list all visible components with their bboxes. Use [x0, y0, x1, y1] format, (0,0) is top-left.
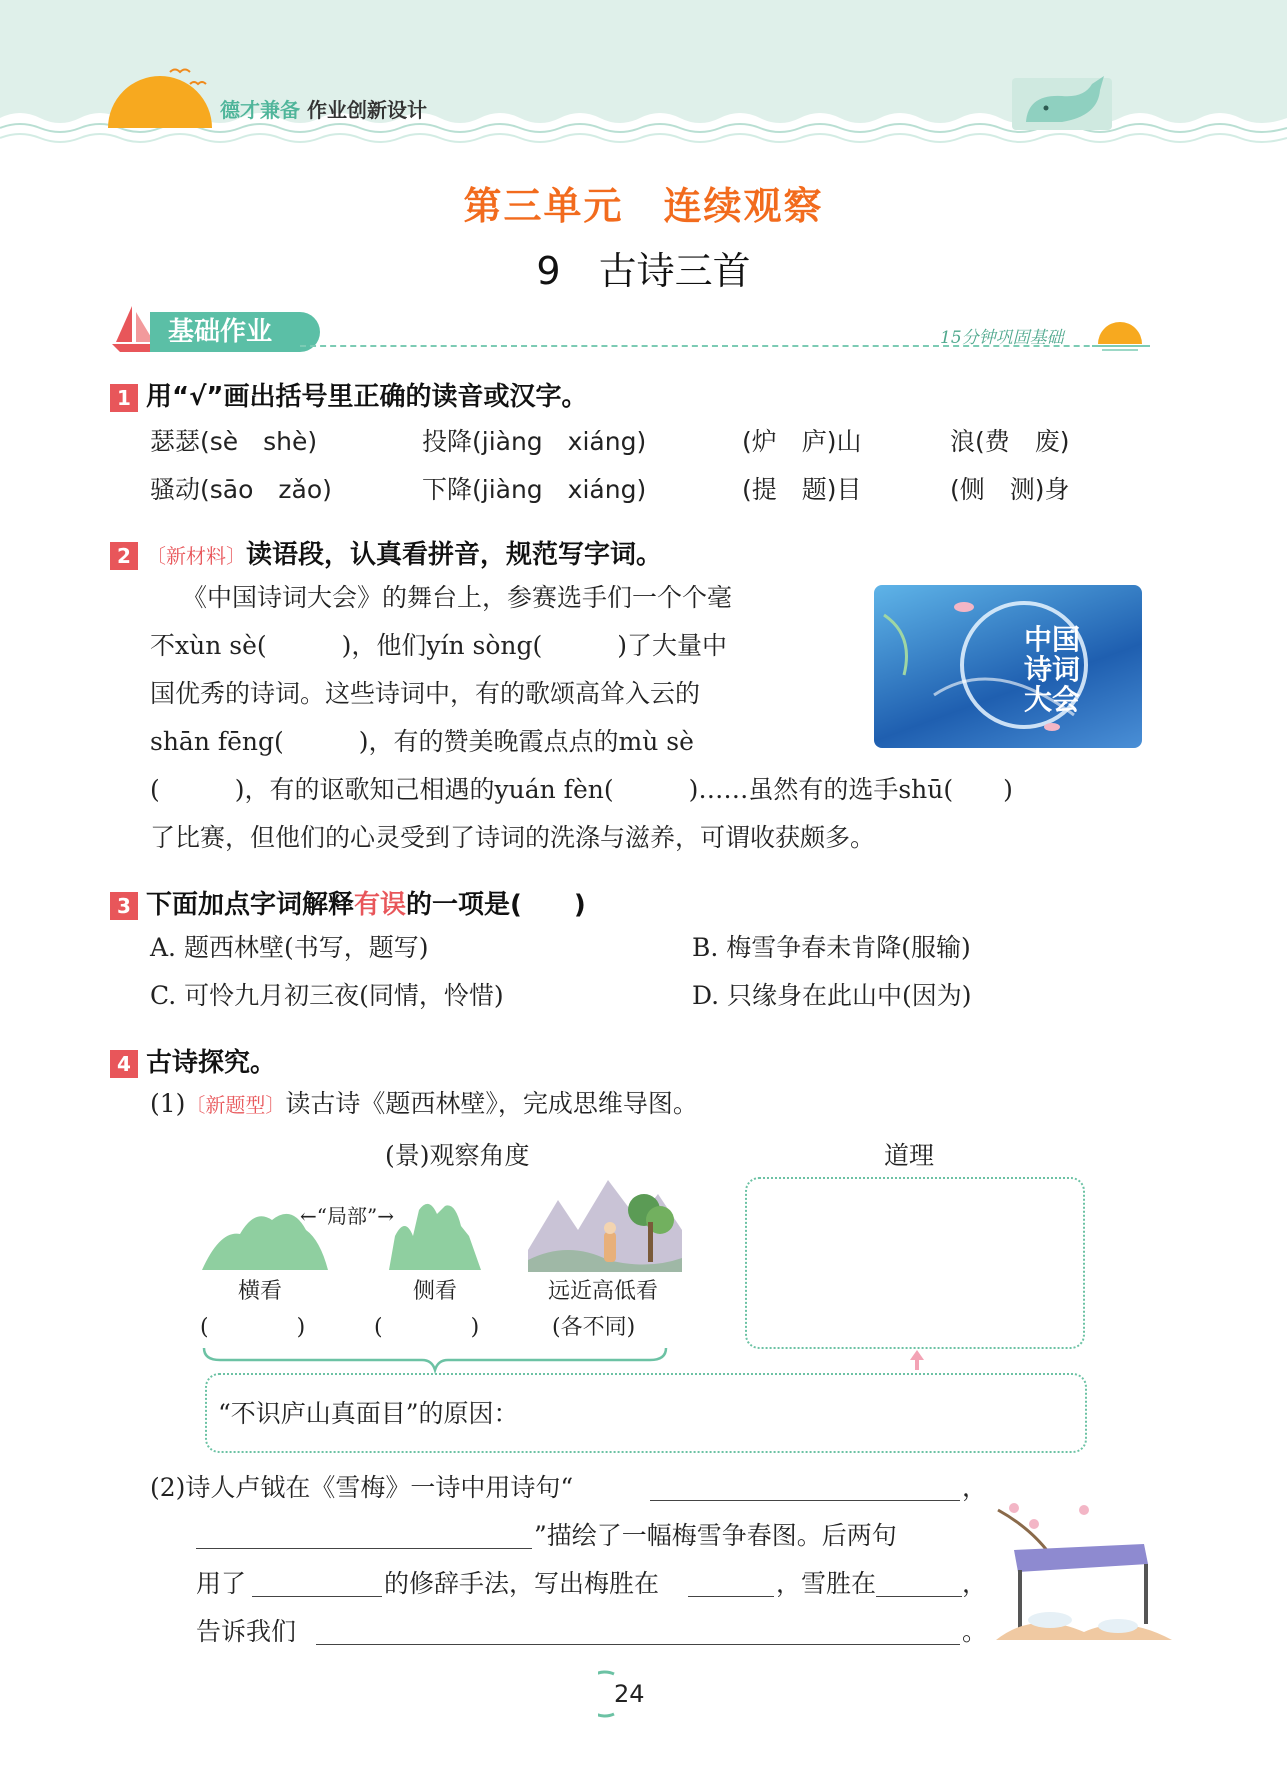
lesson-title: 9 古诗三首: [536, 249, 751, 293]
mindmap-label-side: 侧看: [413, 1279, 458, 1304]
reason-answer-box[interactable]: [745, 1177, 1085, 1349]
q2-line-3: 国优秀的诗词。这些诗词中，有的歌颂高耸入云的: [150, 679, 701, 708]
poetry-show-image: [874, 585, 1142, 748]
cause-label: “不识庐山真面目”的原因：: [218, 1399, 519, 1428]
q4-sub2-comma2: ，: [962, 1569, 988, 1598]
q1-prompt: 用“√”画出括号里正确的读音或汉字。: [146, 382, 588, 412]
q2-line-2: 不xùn sè( )，他们yín sòng( )了大量中: [150, 631, 728, 660]
q4-number: 4: [110, 1050, 138, 1078]
q4-sub2-line2: ”描绘了一幅梅雪争春图。后两句: [534, 1521, 897, 1550]
unit-title: 第三单元 连续观察: [463, 184, 824, 228]
mindmap-arrow-label: ←“局部”→: [300, 1204, 394, 1228]
q1-row1-a: 瑟瑟(sè shè): [150, 427, 318, 456]
image-caption: 中国诗词大会: [1024, 623, 1081, 716]
q4-sub2-plum: 的修辞手法，写出梅胜在: [384, 1569, 660, 1598]
q4-prompt: 古诗探究。: [146, 1048, 277, 1078]
brand-green: 德才兼备: [220, 98, 300, 122]
q4-sub2-comma: ，: [962, 1473, 988, 1502]
q3-number: 3: [110, 892, 138, 920]
q4-sub2-line1: (2)诗人卢钺在《雪梅》一诗中用诗句“: [150, 1473, 574, 1502]
mountain-side-icon: [385, 1196, 485, 1272]
brace-icon: [200, 1344, 670, 1374]
q1-row2-b: 下降(jiàng xiáng): [422, 475, 647, 504]
q3-option-b[interactable]: B. 梅雪争春未肯降(服输): [692, 933, 971, 962]
q1-row2-d: (侧 测)身: [950, 475, 1070, 504]
section-note: 15分钟巩固基础: [940, 328, 1064, 348]
q2-line-6: 了比赛，但他们的心灵受到了诗词的洗涤与滋养，可谓收获颇多。: [150, 823, 876, 852]
q1-row2-a: 骚动(sāo zǎo): [150, 475, 332, 504]
q4-sub2-used: 用了: [196, 1569, 247, 1598]
q4-sub2-period: 。: [962, 1617, 988, 1646]
q1-number: 1: [110, 384, 138, 412]
q3-heading: [110, 884, 586, 921]
q2-tag: 〔新材料〕: [146, 544, 246, 568]
brand-dark: 作业创新设计: [306, 98, 427, 122]
rhetoric-blank[interactable]: [252, 1572, 382, 1597]
q1-row2-c: (提 题)目: [742, 475, 862, 504]
sun-icon: [100, 60, 220, 130]
mindmap-label-near-far: 远近高低看: [548, 1279, 659, 1304]
snow-wins-blank[interactable]: [876, 1572, 962, 1597]
brand-title: [220, 94, 427, 123]
mindmap-blank-horizontal[interactable]: ( ): [200, 1315, 306, 1340]
mindmap-right-heading: 道理: [884, 1141, 935, 1170]
q2-line-4: shān fēng( )，有的赞美晚霞点点的mù sè: [150, 727, 694, 756]
mindmap-label-horizontal: 横看: [238, 1279, 283, 1304]
q4-sub2-tell: 告诉我们: [196, 1617, 297, 1646]
plum-wins-blank[interactable]: [688, 1572, 774, 1597]
sunset-icon: [1090, 312, 1150, 352]
q2-line-5: ( )，有的讴歌知己相遇的yuán fèn( )……虽然有的选手shū( ): [150, 775, 1013, 804]
q4-sub1-tag: 〔新题型〕: [185, 1093, 286, 1117]
mindmap-blank-near-far: (各不同): [552, 1315, 636, 1340]
q3-option-d[interactable]: D. 只缘身在此山中(因为): [692, 981, 972, 1010]
q3-prompt-a: 下面加点字词解释: [146, 890, 355, 920]
q3-option-c[interactable]: C. 可怜九月初三夜(同情，怜惜): [150, 981, 504, 1010]
lesson-blank[interactable]: [316, 1620, 960, 1645]
section-label: 基础作业: [150, 312, 320, 352]
q3-option-a[interactable]: A. 题西林壁(书写，题写): [150, 933, 429, 962]
q1-row1-b: 投降(jiàng xiáng): [422, 427, 647, 456]
q4-sub1: [150, 1080, 698, 1129]
q2-line-1: 《中国诗词大会》的舞台上，参赛选手们一个个毫: [182, 583, 733, 612]
mindmap-blank-side[interactable]: ( ): [374, 1315, 480, 1340]
q4-sub2-snow: ，雪胜在: [776, 1569, 877, 1598]
poem-line-blank-1[interactable]: [650, 1476, 960, 1501]
q4-sub1-prefix: (1): [150, 1089, 186, 1118]
q3-prompt-red: 有误: [354, 890, 407, 920]
q4-heading: [110, 1042, 276, 1079]
poem-line-blank-2[interactable]: [196, 1524, 532, 1549]
q2-heading: [110, 534, 662, 571]
q1-heading: [110, 376, 588, 413]
poet-landscape-icon: [528, 1170, 682, 1272]
q3-prompt-b: 的一项是( ): [406, 890, 586, 920]
plum-snow-icon: [994, 1490, 1174, 1648]
up-arrow-icon: [908, 1348, 926, 1372]
q1-row1-d: 浪(费 废): [950, 427, 1070, 456]
q4-sub1-text: 读古诗《题西林壁》，完成思维导图。: [285, 1089, 698, 1118]
mindmap-left-heading: (景)观察角度: [385, 1141, 530, 1170]
page-number: 24: [614, 1680, 645, 1708]
q2-prompt: 读语段，认真看拼音，规范写字词。: [246, 540, 663, 570]
q2-number: 2: [110, 542, 138, 570]
q1-row1-c: (炉 庐)山: [742, 427, 862, 456]
whale-icon: [1012, 72, 1112, 130]
